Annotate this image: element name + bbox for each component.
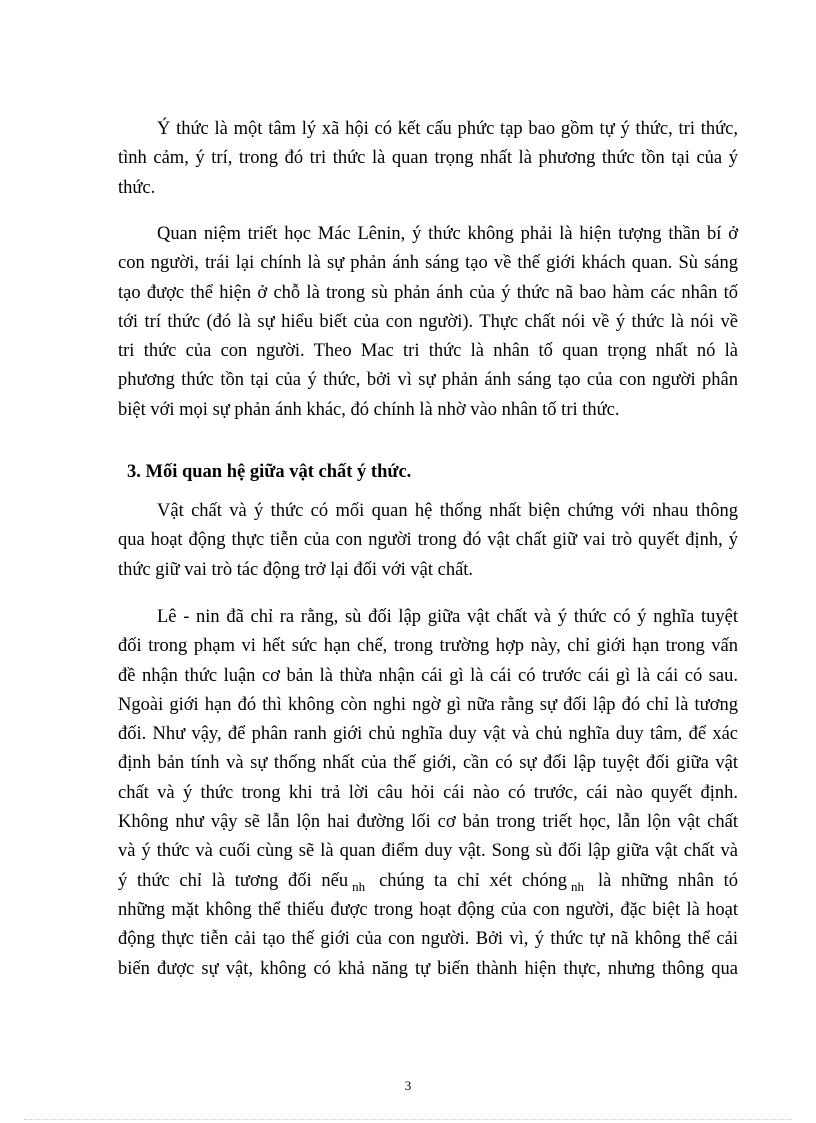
- paragraph-1: [118, 115, 738, 203]
- paragraph-4-line-8: Không như vậy sẽ lẫn lộn hai đường lối cơ bản trong triết học, lẫn lộn vật chất: [118, 812, 738, 833]
- paragraph-4-line-3: đề nhận thức luận cơ bản là thừa nhận cái gì là cái có trước cái gì là cái có sau.: [118, 665, 738, 686]
- paragraph-4-line-13: biến được sự vật, không có khả năng tự biến thành hiện thực, nhưng thông qua: [118, 958, 738, 979]
- paragraph-2-line-7: biệt với mọi sự phản ánh khác, đó chính là nhờ vào nhân tố tri thức.: [118, 399, 620, 420]
- line-10-part-1: ý thức chỉ là tương đối nếu: [118, 870, 349, 891]
- paragraph-2-line-3: tạo được thể hiện ở chỗ là trong sù phản ánh của ý thức nã bao hàm các nhân tố: [118, 282, 738, 303]
- paragraph-4-line-9: và ý thức và cuối cùng sẽ là quan điểm duy vật. Song sù đối lập giữa vật chất và: [118, 841, 738, 862]
- paragraph-2-line-2: con người, trái lại chính là sự phản ánh sáng tạo về thế giới khách quan. Sù sáng: [118, 253, 738, 274]
- paragraph-1-line-1: Ý thức là một tâm lý xã hội có kết cấu phức tạp bao gồm tự ý thức, tri thức,: [157, 119, 738, 139]
- paragraph-2-line-1: Quan niệm triết học Mác Lênin, ý thức không phải là hiện tượng thần bí ở: [157, 224, 738, 244]
- paragraph-4-line-10: [118, 867, 738, 896]
- paragraph-2-line-5: tri thức của con người. Theo Mac tri thức là nhân tố quan trọng nhất nó là: [118, 341, 738, 362]
- paragraph-4-line-1: Lê - nin đã chỉ ra rằng, sù đối lập giữa vật chất và ý thức có ý nghĩa tuyệt: [157, 607, 738, 627]
- paragraph-1-line-2: tình cảm, ý trí, trong đó tri thức là quan trọng nhất là phương thức tồn tại của ý: [118, 148, 738, 169]
- paragraph-3-line-1: Vật chất và ý thức có mối quan hệ thống nhất biện chứng với nhau thông: [157, 501, 738, 521]
- paragraph-1-line-3: thức.: [118, 177, 156, 198]
- paragraph-4-line-5: đối. Như vậy, để phân ranh giới chủ nghĩa duy vật và chủ nghĩa duy tâm, để xác: [118, 724, 738, 745]
- paragraph-3: [118, 497, 738, 585]
- paragraph-4-line-11: những mặt không thể thiếu được trong hoạt động của con người, đặc biệt là hoạt: [118, 899, 738, 920]
- paragraph-2-line-4: tới trí thức (đó là sự hiểu biết của con người). Thực chất nói về ý thức là nói về: [118, 311, 738, 332]
- paragraph-3-line-2: qua hoạt động thực tiễn của con người trong đó vật chất giữ vai trò quyết định, ý: [118, 530, 738, 551]
- line-10-part-2: chúng ta chỉ xét chóng: [379, 870, 568, 891]
- line-10-part-3: là những nhân tó: [598, 870, 739, 891]
- page-bottom-divider: [24, 1119, 792, 1120]
- paragraph-4-line-4: Ngoài giới hạn đó thì không còn nghi ngờ gì nữa rằng sự đối lập đó chỉ là tương: [118, 694, 738, 715]
- page-number: 3: [404, 1078, 412, 1093]
- section-heading: 3. Mối quan hệ giữa vật chất ý thức.: [127, 462, 412, 482]
- paragraph-4-line-12: động thực tiễn cải tạo thế giới của con người. Bởi vì, ý thức tự nã không thể cải: [118, 929, 738, 950]
- paragraph-4-line-6: định bản tính và sự thống nhất của thế giới, cần có sự đối lập tuyệt đối giữa vật: [118, 753, 738, 774]
- subscript-nh-1: nh: [352, 878, 366, 894]
- paragraph-4-line-7: chất và ý thức trong khi trả lời câu hỏi cái nào có trước, cái nào quyết định.: [118, 782, 738, 803]
- paragraph-4-line-2: đối trong phạm vi hết sức hạn chế, trong trường hợp này, chỉ giới hạn trong vấn: [118, 636, 738, 657]
- paragraph-2: [118, 220, 738, 425]
- paragraph-4: [118, 603, 738, 984]
- paragraph-3-line-3: thức giữ vai trò tác động trở lại đối với vật chất.: [118, 559, 474, 580]
- subscript-nh-2: nh: [571, 878, 585, 894]
- paragraph-2-line-6: phương thức tồn tại của ý thức, bởi vì sự phản ánh sáng tạo của con người phân: [118, 370, 738, 391]
